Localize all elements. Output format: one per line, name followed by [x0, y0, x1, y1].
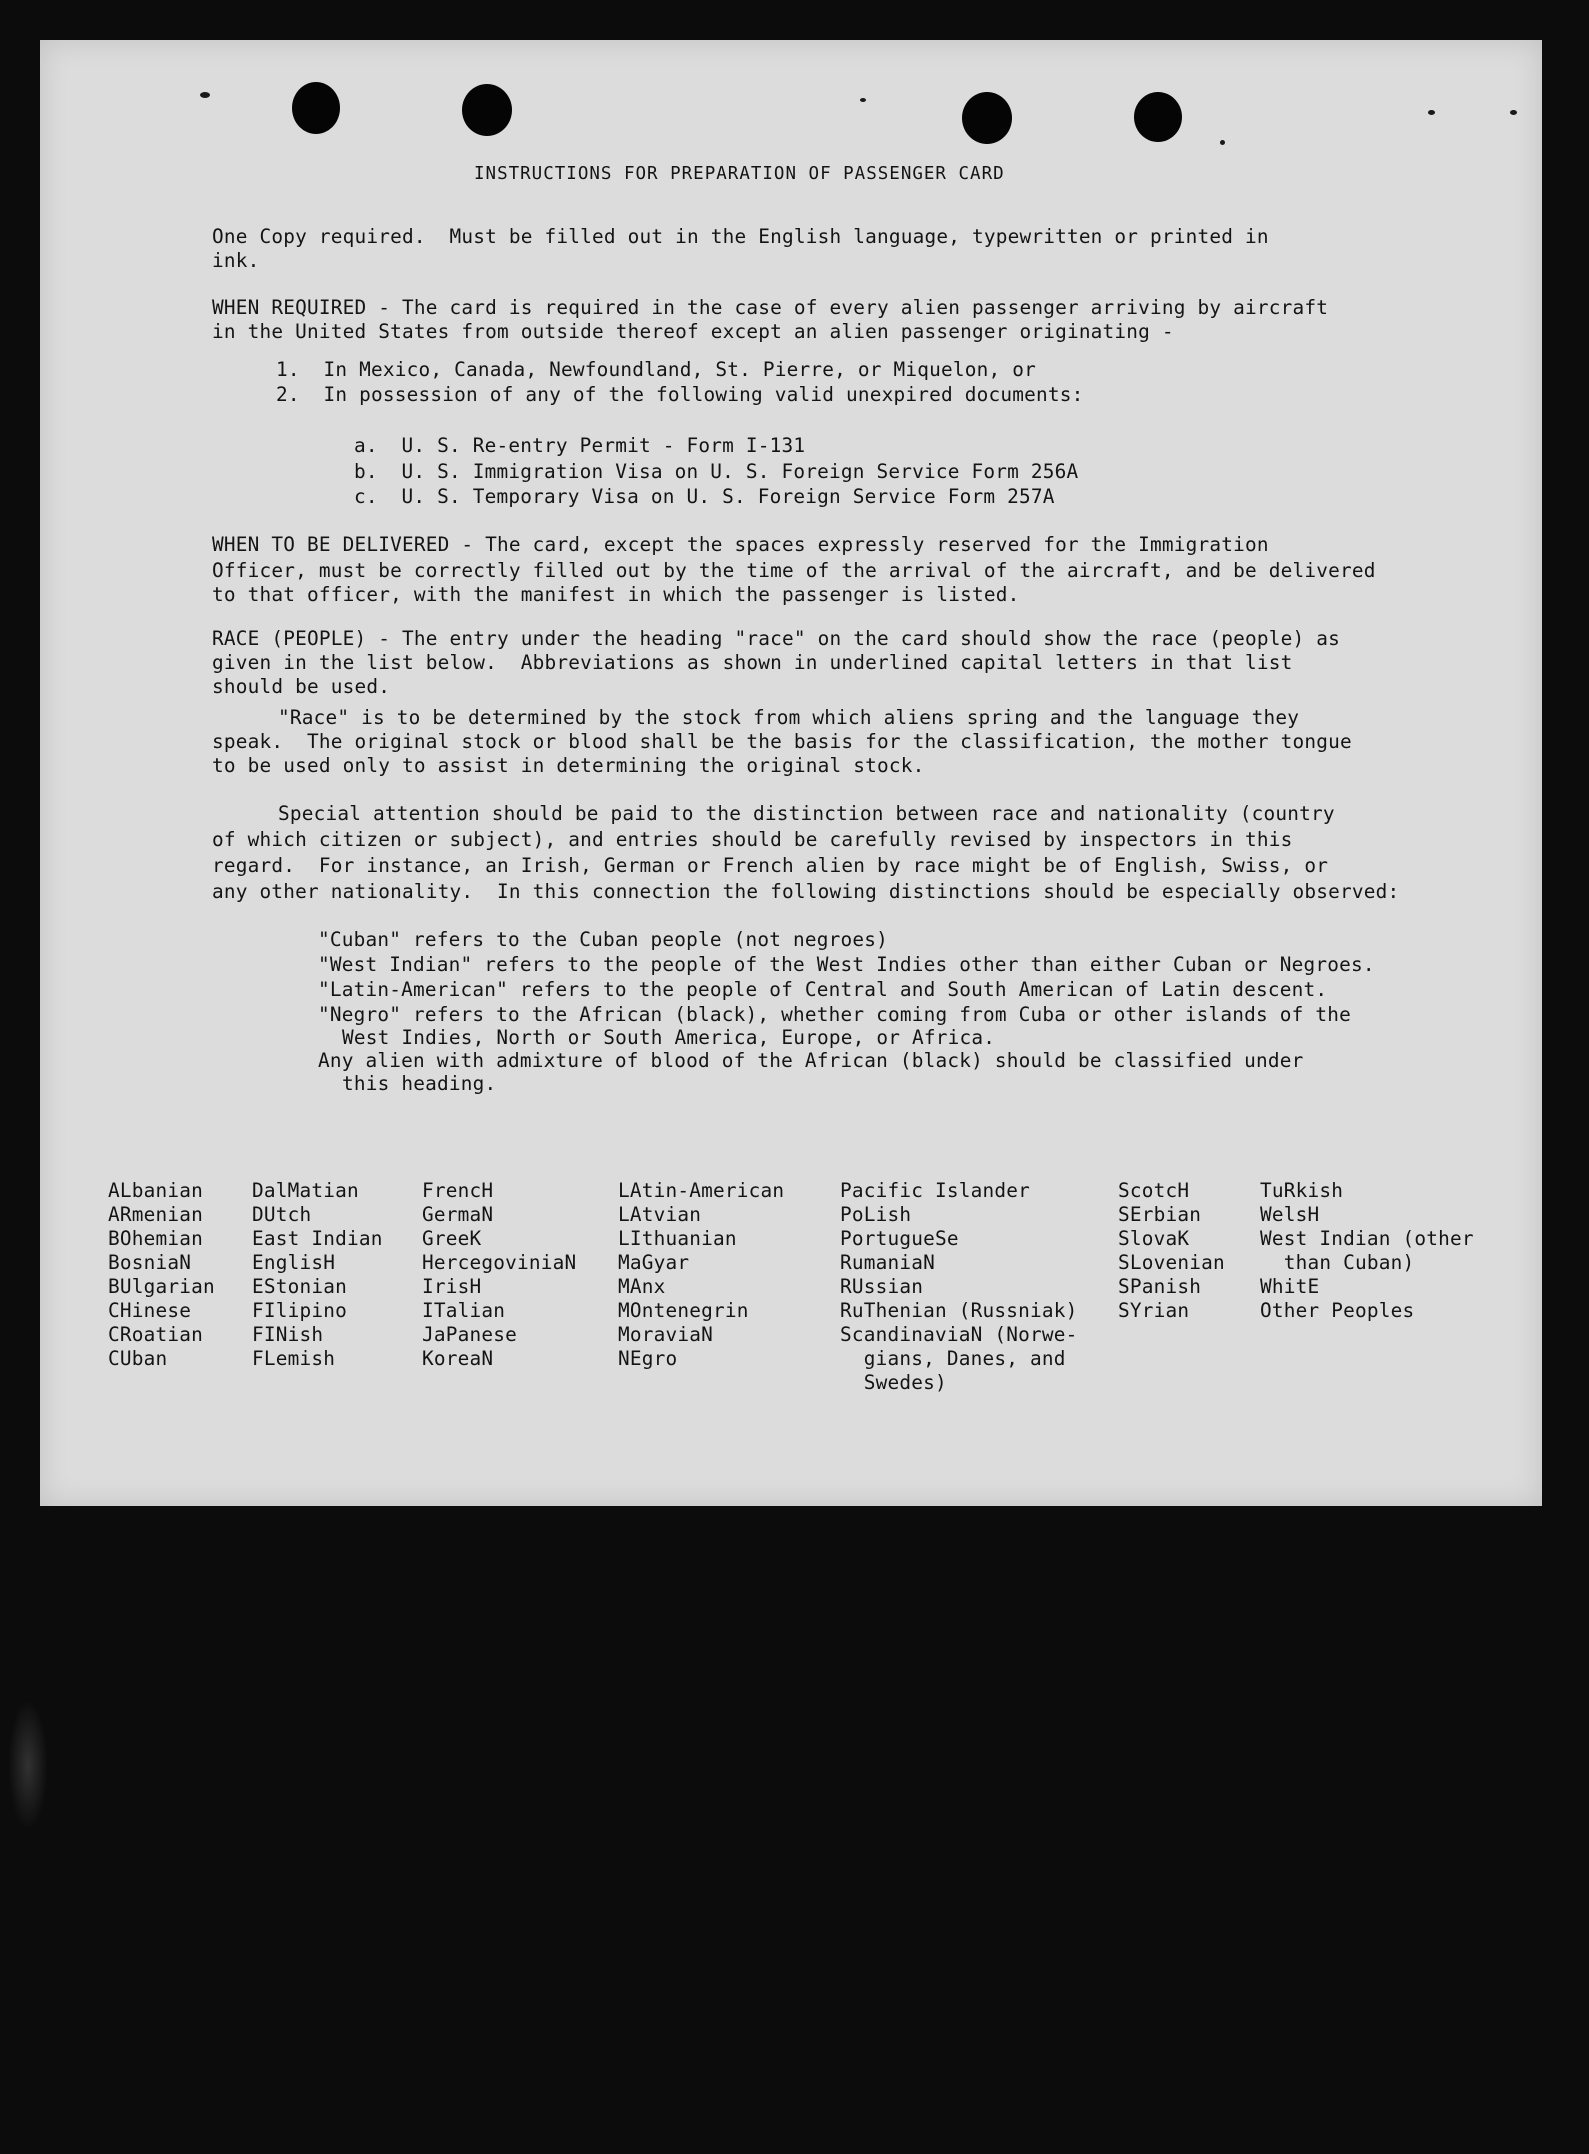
- definition-line: "Latin-American" refers to the people of Central and South American of Latin descent.: [318, 978, 1328, 1001]
- list-item: c. U. S. Temporary Visa on U. S. Foreign Service Form 257A: [354, 485, 1055, 508]
- race-entry: West Indian (other: [1260, 1227, 1474, 1250]
- paragraph-line: One Copy required. Must be filled out in the English language, typewritten or printed in: [212, 225, 1269, 248]
- punch-hole: [1134, 92, 1182, 142]
- race-entry: SPanish: [1118, 1275, 1202, 1298]
- race-entry: Other Peoples: [1260, 1299, 1415, 1322]
- paragraph-line: ink.: [212, 249, 260, 272]
- race-entry: DUtch: [252, 1203, 312, 1226]
- definition-line: "West Indian" refers to the people of the West Indies other than either Cuban or Negroes.: [318, 953, 1375, 976]
- paragraph-line: WHEN REQUIRED - The card is required in the case of every alien passenger arriving by aircraft: [212, 296, 1329, 319]
- race-entry: RumaniaN: [840, 1251, 935, 1274]
- race-entry: EStonian: [252, 1275, 347, 1298]
- paragraph-line: should be used.: [212, 675, 391, 698]
- race-entry: GermaN: [422, 1203, 494, 1226]
- race-entry: CRoatian: [108, 1323, 203, 1346]
- definition-line: "Negro" refers to the African (black), whether coming from Cuba or other islands of the: [318, 1003, 1352, 1026]
- race-entry: SlovaK: [1118, 1227, 1190, 1250]
- race-entry: ScotcH: [1118, 1179, 1190, 1202]
- paragraph-line: in the United States from outside thereof except an alien passenger originating -: [212, 320, 1174, 343]
- race-entry: MAnx: [618, 1275, 666, 1298]
- paragraph-line: to that officer, with the manifest in which the passenger is listed.: [212, 583, 1020, 606]
- paragraph-line: Special attention should be paid to the distinction between race and nationality (country: [278, 802, 1335, 825]
- race-entry: BUlgarian: [108, 1275, 215, 1298]
- list-item: 1. In Mexico, Canada, Newfoundland, St. Pierre, or Miquelon, or: [276, 358, 1036, 381]
- race-entry: KoreaN: [422, 1347, 494, 1370]
- race-entry: HercegoviniaN: [422, 1251, 577, 1274]
- paragraph-line: of which citizen or subject), and entries should be carefully revised by inspectors in this: [212, 828, 1293, 851]
- race-entry: ARmenian: [108, 1203, 203, 1226]
- speck: [1510, 110, 1517, 115]
- speck: [200, 92, 210, 98]
- race-entry: NEgro: [618, 1347, 678, 1370]
- race-entry: FLemish: [252, 1347, 336, 1370]
- list-item: 2. In possession of any of the following valid unexpired documents:: [276, 383, 1084, 406]
- paragraph-line: regard. For instance, an Irish, German or French alien by race might be of English, Swiss, or: [212, 854, 1329, 877]
- race-column: [618, 1155, 784, 1371]
- race-entry: FINish: [252, 1323, 324, 1346]
- race-entry: FIlipino: [252, 1299, 347, 1322]
- race-entry: gians, Danes, and: [863, 1347, 1066, 1370]
- race-entry: FrencH: [422, 1179, 494, 1202]
- paragraph-line: RACE (PEOPLE) - The entry under the heading "race" on the card should show the race (people) as: [212, 627, 1341, 650]
- definition-line: "Cuban" refers to the Cuban people (not negroes): [318, 928, 888, 951]
- paragraph-line: WHEN TO BE DELIVERED - The card, except the spaces expressly reserved for the Immigration: [212, 533, 1269, 556]
- race-column: [1118, 1155, 1225, 1323]
- race-entry: ALbanian: [108, 1179, 203, 1202]
- race-entry: CUban: [108, 1347, 168, 1370]
- race-column: [840, 1155, 1077, 1395]
- race-entry: SErbian: [1118, 1203, 1202, 1226]
- paragraph-line: to be used only to assist in determining the original stock.: [212, 754, 925, 777]
- race-entry: CHinese: [108, 1299, 192, 1322]
- definition-line: West Indies, North or South America, Europe, or Africa.: [342, 1026, 996, 1049]
- race-entry: ScandinaviaN (Norwe-: [840, 1323, 1078, 1346]
- race-entry: BOhemian: [108, 1227, 203, 1250]
- race-entry: than Cuban): [1283, 1251, 1415, 1274]
- race-entry: RUssian: [840, 1275, 924, 1298]
- race-column: [252, 1155, 383, 1371]
- race-entry: MOntenegrin: [618, 1299, 749, 1322]
- race-entry: LAtvian: [618, 1203, 702, 1226]
- race-column: [108, 1155, 215, 1371]
- definition-line: this heading.: [342, 1072, 497, 1095]
- race-entry: ITalian: [422, 1299, 506, 1322]
- race-entry: MoraviaN: [618, 1323, 713, 1346]
- document-page: [40, 40, 1542, 1506]
- race-entry: RuThenian (Russniak): [840, 1299, 1078, 1322]
- race-entry: MaGyar: [618, 1251, 690, 1274]
- race-entry: Pacific Islander: [840, 1179, 1030, 1202]
- scan-glare: [8, 1700, 48, 1830]
- race-entry: SYrian: [1118, 1299, 1190, 1322]
- speck: [1428, 110, 1435, 115]
- speck: [860, 98, 866, 102]
- race-column: [1260, 1155, 1474, 1323]
- race-entry: TuRkish: [1260, 1179, 1344, 1202]
- race-entry: WhitE: [1260, 1275, 1320, 1298]
- paragraph-line: Officer, must be correctly filled out by the time of the arrival of the aircraft, and be delivered: [212, 559, 1376, 582]
- race-entry: IrisH: [422, 1275, 482, 1298]
- paragraph-line: given in the list below. Abbreviations as shown in underlined capital letters in that list: [212, 651, 1293, 674]
- race-entry: DalMatian: [252, 1179, 359, 1202]
- list-item: a. U. S. Re-entry Permit - Form I-131: [354, 434, 806, 457]
- paragraph-line: any other nationality. In this connection the following distinctions should be especially observed:: [212, 880, 1400, 903]
- race-entry: East Indian: [252, 1227, 383, 1250]
- list-item: b. U. S. Immigration Visa on U. S. Foreign Service Form 256A: [354, 460, 1079, 483]
- paragraph-line: speak. The original stock or blood shall be the basis for the classification, the mother tongue: [212, 730, 1352, 753]
- race-entry: JaPanese: [422, 1323, 517, 1346]
- race-entry: EnglisH: [252, 1251, 336, 1274]
- definition-line: Any alien with admixture of blood of the African (black) should be classified under: [318, 1049, 1304, 1072]
- race-entry: Swedes): [863, 1371, 947, 1394]
- race-entry: SLovenian: [1118, 1251, 1225, 1274]
- race-entry: PoLish: [840, 1203, 912, 1226]
- race-entry: BosniaN: [108, 1251, 192, 1274]
- punch-hole: [962, 92, 1012, 144]
- race-entry: LIthuanian: [618, 1227, 737, 1250]
- punch-hole: [462, 84, 512, 136]
- race-entry: WelsH: [1260, 1203, 1320, 1226]
- race-entry: PortugueSe: [840, 1227, 959, 1250]
- paragraph-line: "Race" is to be determined by the stock from which aliens spring and the language they: [278, 706, 1300, 729]
- punch-hole: [292, 82, 340, 134]
- page-title: INSTRUCTIONS FOR PREPARATION OF PASSENGER CARD: [474, 164, 1005, 184]
- speck: [1220, 140, 1225, 145]
- race-column: [422, 1155, 576, 1371]
- race-entry: GreeK: [422, 1227, 482, 1250]
- race-entry: LAtin-American: [618, 1179, 785, 1202]
